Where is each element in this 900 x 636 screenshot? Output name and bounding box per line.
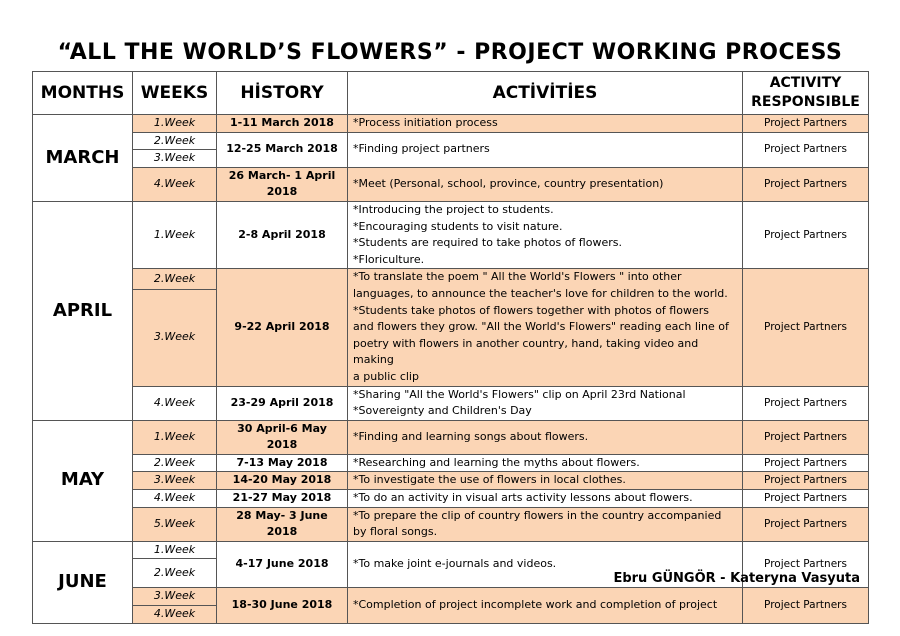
page-title: “ALL THE WORLD’S FLOWERS” - PROJECT WORKING PROCESS xyxy=(57,40,843,65)
responsible-cell: Project Partners xyxy=(743,454,869,472)
activity-cell: *To prepare the clip of country flowers in the country accompanied by floral songs. xyxy=(348,507,743,541)
month-march: MARCH xyxy=(33,115,133,202)
week-cell: 1.Week xyxy=(133,201,217,268)
activity-cell: *Finding and learning songs about flowers. xyxy=(348,420,743,454)
responsible-cell: Project Partners xyxy=(743,269,869,386)
week-cell: 4.Week xyxy=(133,490,217,508)
activity-cell: *Researching and learning the myths about flowers. xyxy=(348,454,743,472)
date-cell: 9-22 April 2018 xyxy=(217,269,348,386)
header-months: MONTHS xyxy=(33,72,133,115)
activity-cell: *To make joint e-journals and videos. xyxy=(348,541,743,588)
week-cell: 3.Week xyxy=(133,472,217,490)
header-history: HİSTORY xyxy=(217,72,348,115)
date-cell: 23-29 April 2018 xyxy=(217,386,348,420)
responsible-cell: Project Partners xyxy=(743,386,869,420)
week-cell: 5.Week xyxy=(133,507,217,541)
table-row xyxy=(33,386,869,420)
responsible-cell: Project Partners xyxy=(743,472,869,490)
date-cell: 2-8 April 2018 xyxy=(217,201,348,268)
week-cell: 1.Week xyxy=(133,541,217,559)
date-cell: 4-17 June 2018 xyxy=(217,541,348,588)
responsible-cell: Project Partners xyxy=(743,115,869,133)
activity-cell: *To translate the poem " All the World's Flowers " into other languages, to announce the teacher's love for children to the world. *Students take photos of flowers together with photos of flowers and flowers they grow. "All the World's Flowers" reading each line of poetry with flowers in another country, hand, taking video and making a public clip xyxy=(348,269,743,386)
date-cell: 26 March- 1 April 2018 xyxy=(217,167,348,201)
week-cell: 1.Week xyxy=(133,115,217,133)
table-row xyxy=(33,490,869,508)
activity-cell: *Completion of project incomplete work and completion of project xyxy=(348,588,743,623)
header-row xyxy=(33,72,869,115)
date-cell: 21-27 May 2018 xyxy=(217,490,348,508)
activity-cell: *To do an activity in visual arts activity lessons about flowers. xyxy=(348,490,743,508)
table-row xyxy=(33,588,869,606)
date-cell: 14-20 May 2018 xyxy=(217,472,348,490)
activity-cell: *Finding project partners xyxy=(348,132,743,167)
activity-cell: *Sharing "All the World's Flowers" clip on April 23rd National *Sovereignty and Children's Day xyxy=(348,386,743,420)
week-cell: 3.Week xyxy=(133,150,217,168)
header-responsible: ACTIVITY RESPONSIBLE xyxy=(743,72,869,115)
week-cell: 2.Week xyxy=(133,454,217,472)
week-cell: 2.Week xyxy=(133,132,217,150)
responsible-cell: Project Partners xyxy=(743,541,869,588)
table-row xyxy=(33,132,869,150)
responsible-cell: Project Partners xyxy=(743,201,869,268)
week-cell: 4.Week xyxy=(133,167,217,201)
date-cell: 18-30 June 2018 xyxy=(217,588,348,623)
table-row xyxy=(33,472,869,490)
responsible-cell: Project Partners xyxy=(743,420,869,454)
date-cell: 1-11 March 2018 xyxy=(217,115,348,133)
authors-footer: Ebru GÜNGÖR - Kateryna Vasyuta xyxy=(613,571,860,586)
responsible-cell: Project Partners xyxy=(743,507,869,541)
month-april: APRIL xyxy=(33,201,133,420)
date-cell: 12-25 March 2018 xyxy=(217,132,348,167)
date-cell: 28 May- 3 June 2018 xyxy=(217,507,348,541)
activity-cell: *Meet (Personal, school, province, country presentation) xyxy=(348,167,743,201)
activity-cell: *Introducing the project to students. *Encouraging students to visit nature. *Students are required to take photos of flowers. *Floriculture. xyxy=(348,201,743,268)
activity-cell: *To investigate the use of flowers in local clothes. xyxy=(348,472,743,490)
week-cell: 2.Week xyxy=(133,269,217,290)
responsible-cell: Project Partners xyxy=(743,490,869,508)
date-cell: 7-13 May 2018 xyxy=(217,454,348,472)
week-cell: 1.Week xyxy=(133,420,217,454)
date-cell: 30 April-6 May 2018 xyxy=(217,420,348,454)
project-process-table xyxy=(32,71,869,624)
table-row xyxy=(33,201,869,268)
responsible-cell: Project Partners xyxy=(743,132,869,167)
month-may: MAY xyxy=(33,420,133,541)
responsible-cell: Project Partners xyxy=(743,167,869,201)
table-row xyxy=(33,454,869,472)
responsible-cell: Project Partners xyxy=(743,588,869,623)
week-cell: 3.Week xyxy=(133,290,217,386)
table-row xyxy=(33,541,869,559)
week-cell: 4.Week xyxy=(133,606,217,624)
week-cell: 2.Week xyxy=(133,559,217,588)
month-june: JUNE xyxy=(33,541,133,623)
table-row xyxy=(33,507,869,541)
activity-cell: *Process initiation process xyxy=(348,115,743,133)
week-cell: 4.Week xyxy=(133,386,217,420)
table-row xyxy=(33,115,869,133)
week-cell: 3.Week xyxy=(133,588,217,606)
header-weeks: WEEKS xyxy=(133,72,217,115)
header-activities: ACTİVİTİES xyxy=(348,72,743,115)
table-row xyxy=(33,269,869,290)
table-row xyxy=(33,167,869,201)
table-row xyxy=(33,420,869,454)
